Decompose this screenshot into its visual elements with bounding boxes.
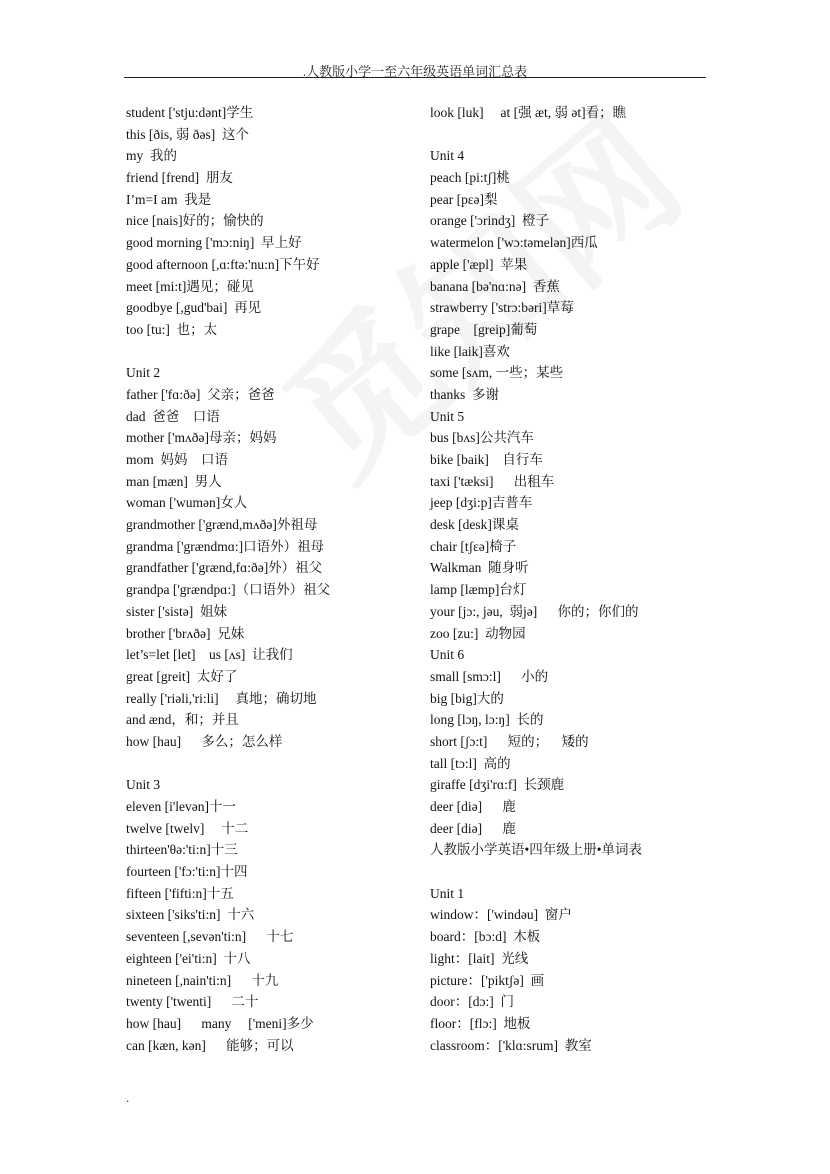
vocab-entry: seventeen [,sevən'ti:n] 十七 [126,929,294,945]
vocab-entry: eighteen ['ei'ti:n] 十八 [126,950,251,966]
vocab-entry: meet [mi:t]遇见；碰见 [126,278,254,294]
page-header-title: .人教版小学一至六年级英语单词汇总表 [302,64,528,79]
vocab-entry: really ['riəli,'ri:li] 真地；确切地 [126,690,317,706]
vocab-entry: my 我的 [126,148,178,164]
vocab-entry: chair [tʃɛə]椅子 [430,538,517,554]
vocab-entry: good morning ['mɔ:niŋ] 早上好 [126,235,302,251]
vocab-entry: deer [diə] 鹿 [430,799,516,814]
vocab-entry: I’m=I am 我是 [126,191,212,207]
vocab-entry: grandpa ['grændpɑ:]（口语外）祖父 [126,582,331,598]
vocab-entry: goodbye [,gud'bai] 再见 [126,300,262,316]
section-heading: Unit 1 [430,885,465,901]
vocab-entry: look [luk] at [强 æt, 弱 ət]看；瞧 [430,105,627,120]
vocab-entry: mom 妈妈 口语 [126,452,229,467]
vocab-entry: grandmother ['grænd,mʌðə]外祖母 [126,517,318,533]
vocab-entry: board：[bɔ:d] 木板 [430,929,541,945]
vocab-entry: pear [pɛə]梨 [430,191,498,207]
blank-line [430,861,720,883]
vocab-entry: too [tu:] 也；太 [126,321,218,337]
vocab-entry: light：[lait] 光线 [430,950,529,966]
vocab-entry: father ['fɑ:ðə] 父亲；爸爸 [126,386,275,402]
vocab-entry: bus [bʌs]公共汽车 [430,430,534,446]
vocab-entry: grandma ['grændmɑ:]口语外）祖母 [126,538,325,554]
vocab-entry: banana [bə'nɑ:nə] 香蕉 [430,278,560,294]
vocab-entry: jeep [dʒi:p]吉普车 [430,495,533,511]
vocab-entry: and ænd，和；并且 [126,712,239,728]
vocab-entry: sixteen ['siks'ti:n] 十六 [126,907,255,923]
vocab-entry: thanks 多谢 [430,386,499,402]
vocab-entry: fourteen ['fɔ:'ti:n]十四 [126,864,248,880]
vocab-entry: some [sʌm, 一些；某些 [430,365,564,381]
vocab-entry: taxi ['tæksi] 出租车 [430,473,555,489]
vocab-entry: sister ['sistə] 姐妹 [126,603,228,619]
vocab-entry: nineteen [,nain'ti:n] 十九 [126,972,279,988]
vocab-entry: can [kæn, kən] 能够；可以 [126,1037,294,1053]
vocab-entry: tall [tɔ:l] 高的 [430,755,511,771]
vocab-entry: nice [nais]好的；愉快的 [126,213,264,229]
blank-line [126,753,426,775]
vocab-entry: desk [desk]课桌 [430,517,519,533]
vocab-entry: like [laik]喜欢 [430,343,510,359]
vocab-entry: zoo [zu:] 动物园 [430,625,526,641]
vocabulary-column-left [126,102,426,1056]
vocab-entry: grape [greip]葡萄 [430,321,538,337]
section-heading: Unit 6 [430,647,465,663]
vocab-entry: floor：[flɔ:] 地板 [430,1015,531,1031]
section-heading: Unit 4 [430,148,465,164]
vocab-entry: friend [frend] 朋友 [126,170,233,186]
vocab-entry: strawberry ['strɔ:bəri]草莓 [430,300,574,316]
vocab-entry: window：['windəu] 窗户 [430,907,572,923]
vocab-entry: let’s=let [let] us [ʌs] 让我们 [126,647,293,663]
vocab-entry: good afternoon [,ɑ:ftə:'nu:n]下午好 [126,256,320,272]
vocab-entry: classroom：['klɑ:srum] 教室 [430,1037,592,1053]
vocab-entry: picture：['piktʃə] 画 [430,972,545,988]
vocab-entry: man [mæn] 男人 [126,473,222,489]
vocab-entry: dad 爸爸 口语 [126,408,220,424]
footer-mark: . [126,1090,130,1105]
blank-line [126,341,426,363]
vocab-entry: fifteen ['fifti:n]十五 [126,885,234,901]
section-heading: 人教版小学英语•四年级上册•单词表 [430,842,642,858]
vocab-entry: grandfather ['grænd,fɑ:ðə]外）祖父 [126,560,323,576]
vocab-entry: lamp [læmp]台灯 [430,582,527,598]
vocab-entry: this [ðis, 弱 ðəs] 这个 [126,126,249,142]
vocab-entry: thirteen'θə:'ti:n]十三 [126,842,238,858]
vocab-entry: twelve [twelv] 十二 [126,820,249,836]
vocab-entry: great [greit] 太好了 [126,668,238,684]
vocab-entry: how [hau] many ['meni]多少 [126,1015,314,1031]
blank-line [430,124,720,146]
vocab-entry: giraffe [dʒi'rɑ:f] 长颈鹿 [430,777,565,793]
vocab-entry: door：[dɔ:] 门 [430,994,514,1010]
vocab-entry: mother ['mʌðə]母亲；妈妈 [126,430,277,446]
vocab-entry: peach [pi:tʃ]桃 [430,170,510,186]
vocab-entry: bike [baik] 自行车 [430,452,543,467]
vocab-entry: eleven [i'levən]十一 [126,799,237,814]
vocab-entry: how [hau] 多么；怎么样 [126,733,283,749]
vocab-entry: deer [diə] 鹿 [430,820,516,836]
vocab-entry: short [ʃɔ:t] 短的； 矮的 [430,733,589,749]
vocab-entry: student ['stju:dənt]学生 [126,105,254,120]
vocab-entry: big [big]大的 [430,690,504,706]
section-heading: Unit 5 [430,408,465,424]
vocab-entry: your [jɔ:, jəu, 弱jə] 你的；你们的 [430,603,639,619]
vocabulary-column-right [430,102,720,1056]
vocab-entry: woman ['wumən]女人 [126,495,248,511]
vocab-entry: long [lɔŋ, lɔ:ŋ] 长的 [430,712,544,728]
vocab-entry: watermelon ['wɔ:təmelən]西瓜 [430,235,598,251]
section-heading: Unit 2 [126,365,161,381]
vocab-entry: twenty ['twenti] 二十 [126,994,259,1010]
vocab-entry: apple ['æpl] 苹果 [430,256,528,272]
section-heading: Unit 3 [126,777,161,793]
vocab-entry: orange ['ɔrindʒ] 橙子 [430,213,550,229]
vocab-entry: brother ['brʌðə] 兄妹 [126,625,245,641]
vocab-entry: Walkman 随身听 [430,560,529,576]
header-divider [124,77,706,78]
vocab-entry: small [smɔ:l] 小的 [430,668,549,684]
